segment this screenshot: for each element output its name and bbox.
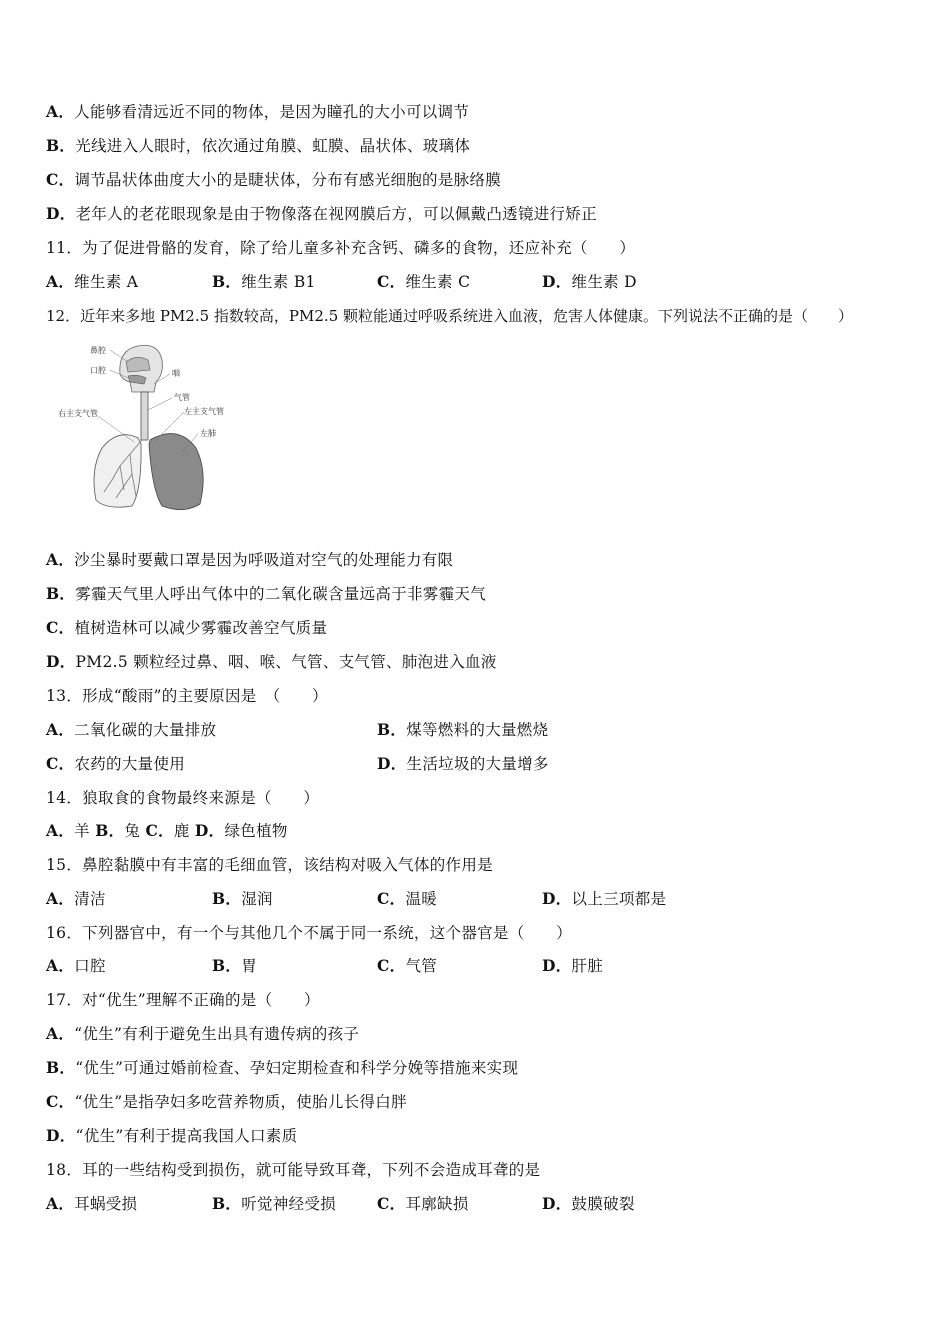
q12-option-b: B．雾霾天气里人呼出气体中的二氧化碳含量远高于非雾霾天气 [46, 584, 487, 603]
q15-option-c: C．温暖 [377, 889, 438, 908]
q15-option-a: A．清洁 [46, 889, 106, 908]
label-nasal: 鼻腔 [90, 346, 106, 355]
nasal-cavity-shape [126, 357, 150, 372]
label-pharynx: 咽 [172, 369, 180, 378]
q18-option-c: C．耳廓缺损 [377, 1194, 469, 1213]
q12-stem: 12．近年来多地 PM2.5 指数较高，PM2.5 颗粒能通过呼吸系统进入血液，危害人体健康。下列说法不正确的是（ ） [46, 307, 854, 325]
q16-stem: 16．下列器官中，有一个与其他几个不属于同一系统，这个器官是（ ） [46, 924, 572, 942]
q11-option-b: B．维生素 B1 [212, 272, 316, 291]
q12-option-d: D．PM2.5 颗粒经过鼻、咽、喉、气管、支气管、肺泡进入血液 [46, 652, 497, 671]
respiratory-diagram [58, 340, 248, 515]
respiratory-system-figure [58, 340, 248, 515]
left-lung-shape [149, 434, 203, 510]
q12-option-c: C．植树造林可以减少雾霾改善空气质量 [46, 618, 328, 637]
q16-option-d: D．肝脏 [542, 956, 604, 975]
q16-option-b: B．胃 [212, 956, 258, 975]
q11-option-c: C．维生素 C [377, 272, 471, 291]
q17-option-d: D．“优生”有利于提高我国人口素质 [46, 1126, 298, 1145]
q17-option-c: C．“优生”是指孕妇多吃营养物质，使胎儿长得白胖 [46, 1092, 407, 1111]
trachea-shape [141, 392, 148, 440]
q14-option-b: 兔 [124, 822, 141, 840]
q12-option-a: A．沙尘暴时要戴口罩是因为呼吸道对空气的处理能力有限 [46, 550, 454, 569]
q10-option-c: C．调节晶状体曲度大小的是睫状体，分布有感光细胞的是脉络膜 [46, 170, 502, 189]
label-left-lung: 左肺 [200, 429, 216, 438]
q17-option-a: A．“优生”有利于避免生出具有遗传病的孩子 [46, 1024, 360, 1043]
q11-stem: 11．为了促进骨骼的发育，除了给儿童多补充含钙、磷多的食物，还应补充（ ） [46, 239, 636, 257]
q16-option-a: A．口腔 [46, 956, 106, 975]
q18-option-a: A．耳蜗受损 [46, 1194, 138, 1213]
q11-option-a: A．维生素 A [46, 272, 139, 291]
q18-option-d: D．鼓膜破裂 [542, 1194, 635, 1213]
label-right-bronchus: 右主支气管 [58, 409, 98, 418]
q15-stem: 15．鼻腔黏膜中有丰富的毛细血管，该结构对吸入气体的作用是 [46, 856, 493, 874]
label-left-bronchus: 左主支气管 [184, 407, 224, 416]
q13-option-a: A．二氧化碳的大量排放 [46, 720, 217, 739]
label-trachea: 气管 [174, 393, 190, 402]
q15-option-b: B．湿润 [212, 889, 273, 908]
label-oral: 口腔 [90, 366, 106, 375]
q14-options: A．羊 B．兔 C．鹿 D．绿色植物 [46, 821, 288, 840]
q18-option-b: B．听觉神经受损 [212, 1194, 337, 1213]
q14-option-d: 绿色植物 [224, 822, 288, 840]
q13-option-c: C．农药的大量使用 [46, 754, 186, 773]
q10-option-d: D．老年人的老花眼现象是由于物像落在视网膜后方，可以佩戴凸透镜进行矫正 [46, 204, 597, 223]
q17-option-b: B．“优生”可通过婚前检查、孕妇定期检查和科学分娩等措施来实现 [46, 1058, 519, 1077]
q18-stem: 18．耳的一些结构受到损伤，就可能导致耳聋，下列不会造成耳聋的是 [46, 1161, 541, 1179]
q10-option-b: B．光线进入人眼时，依次通过角膜、虹膜、晶状体、玻璃体 [46, 136, 471, 155]
q11-option-d: D．维生素 D [542, 272, 637, 291]
q14-option-c: 鹿 [173, 822, 190, 840]
q14-option-a: 羊 [74, 822, 90, 840]
q13-option-b: B．煤等燃料的大量燃烧 [377, 720, 549, 739]
q16-option-c: C．气管 [377, 956, 438, 975]
leader-line-trachea [148, 398, 172, 410]
q17-stem: 17．对“优生”理解不正确的是（ ） [46, 991, 320, 1009]
q14-stem: 14．狼取食的食物最终来源是（ ） [46, 789, 320, 807]
q13-stem: 13．形成“酸雨”的主要原因是 （ ） [46, 687, 328, 705]
q13-option-d: D．生活垃圾的大量增多 [377, 754, 549, 773]
q15-option-d: D．以上三项都是 [542, 889, 667, 908]
q10-option-a: A．人能够看清远近不同的物体，是因为瞳孔的大小可以调节 [46, 102, 470, 121]
